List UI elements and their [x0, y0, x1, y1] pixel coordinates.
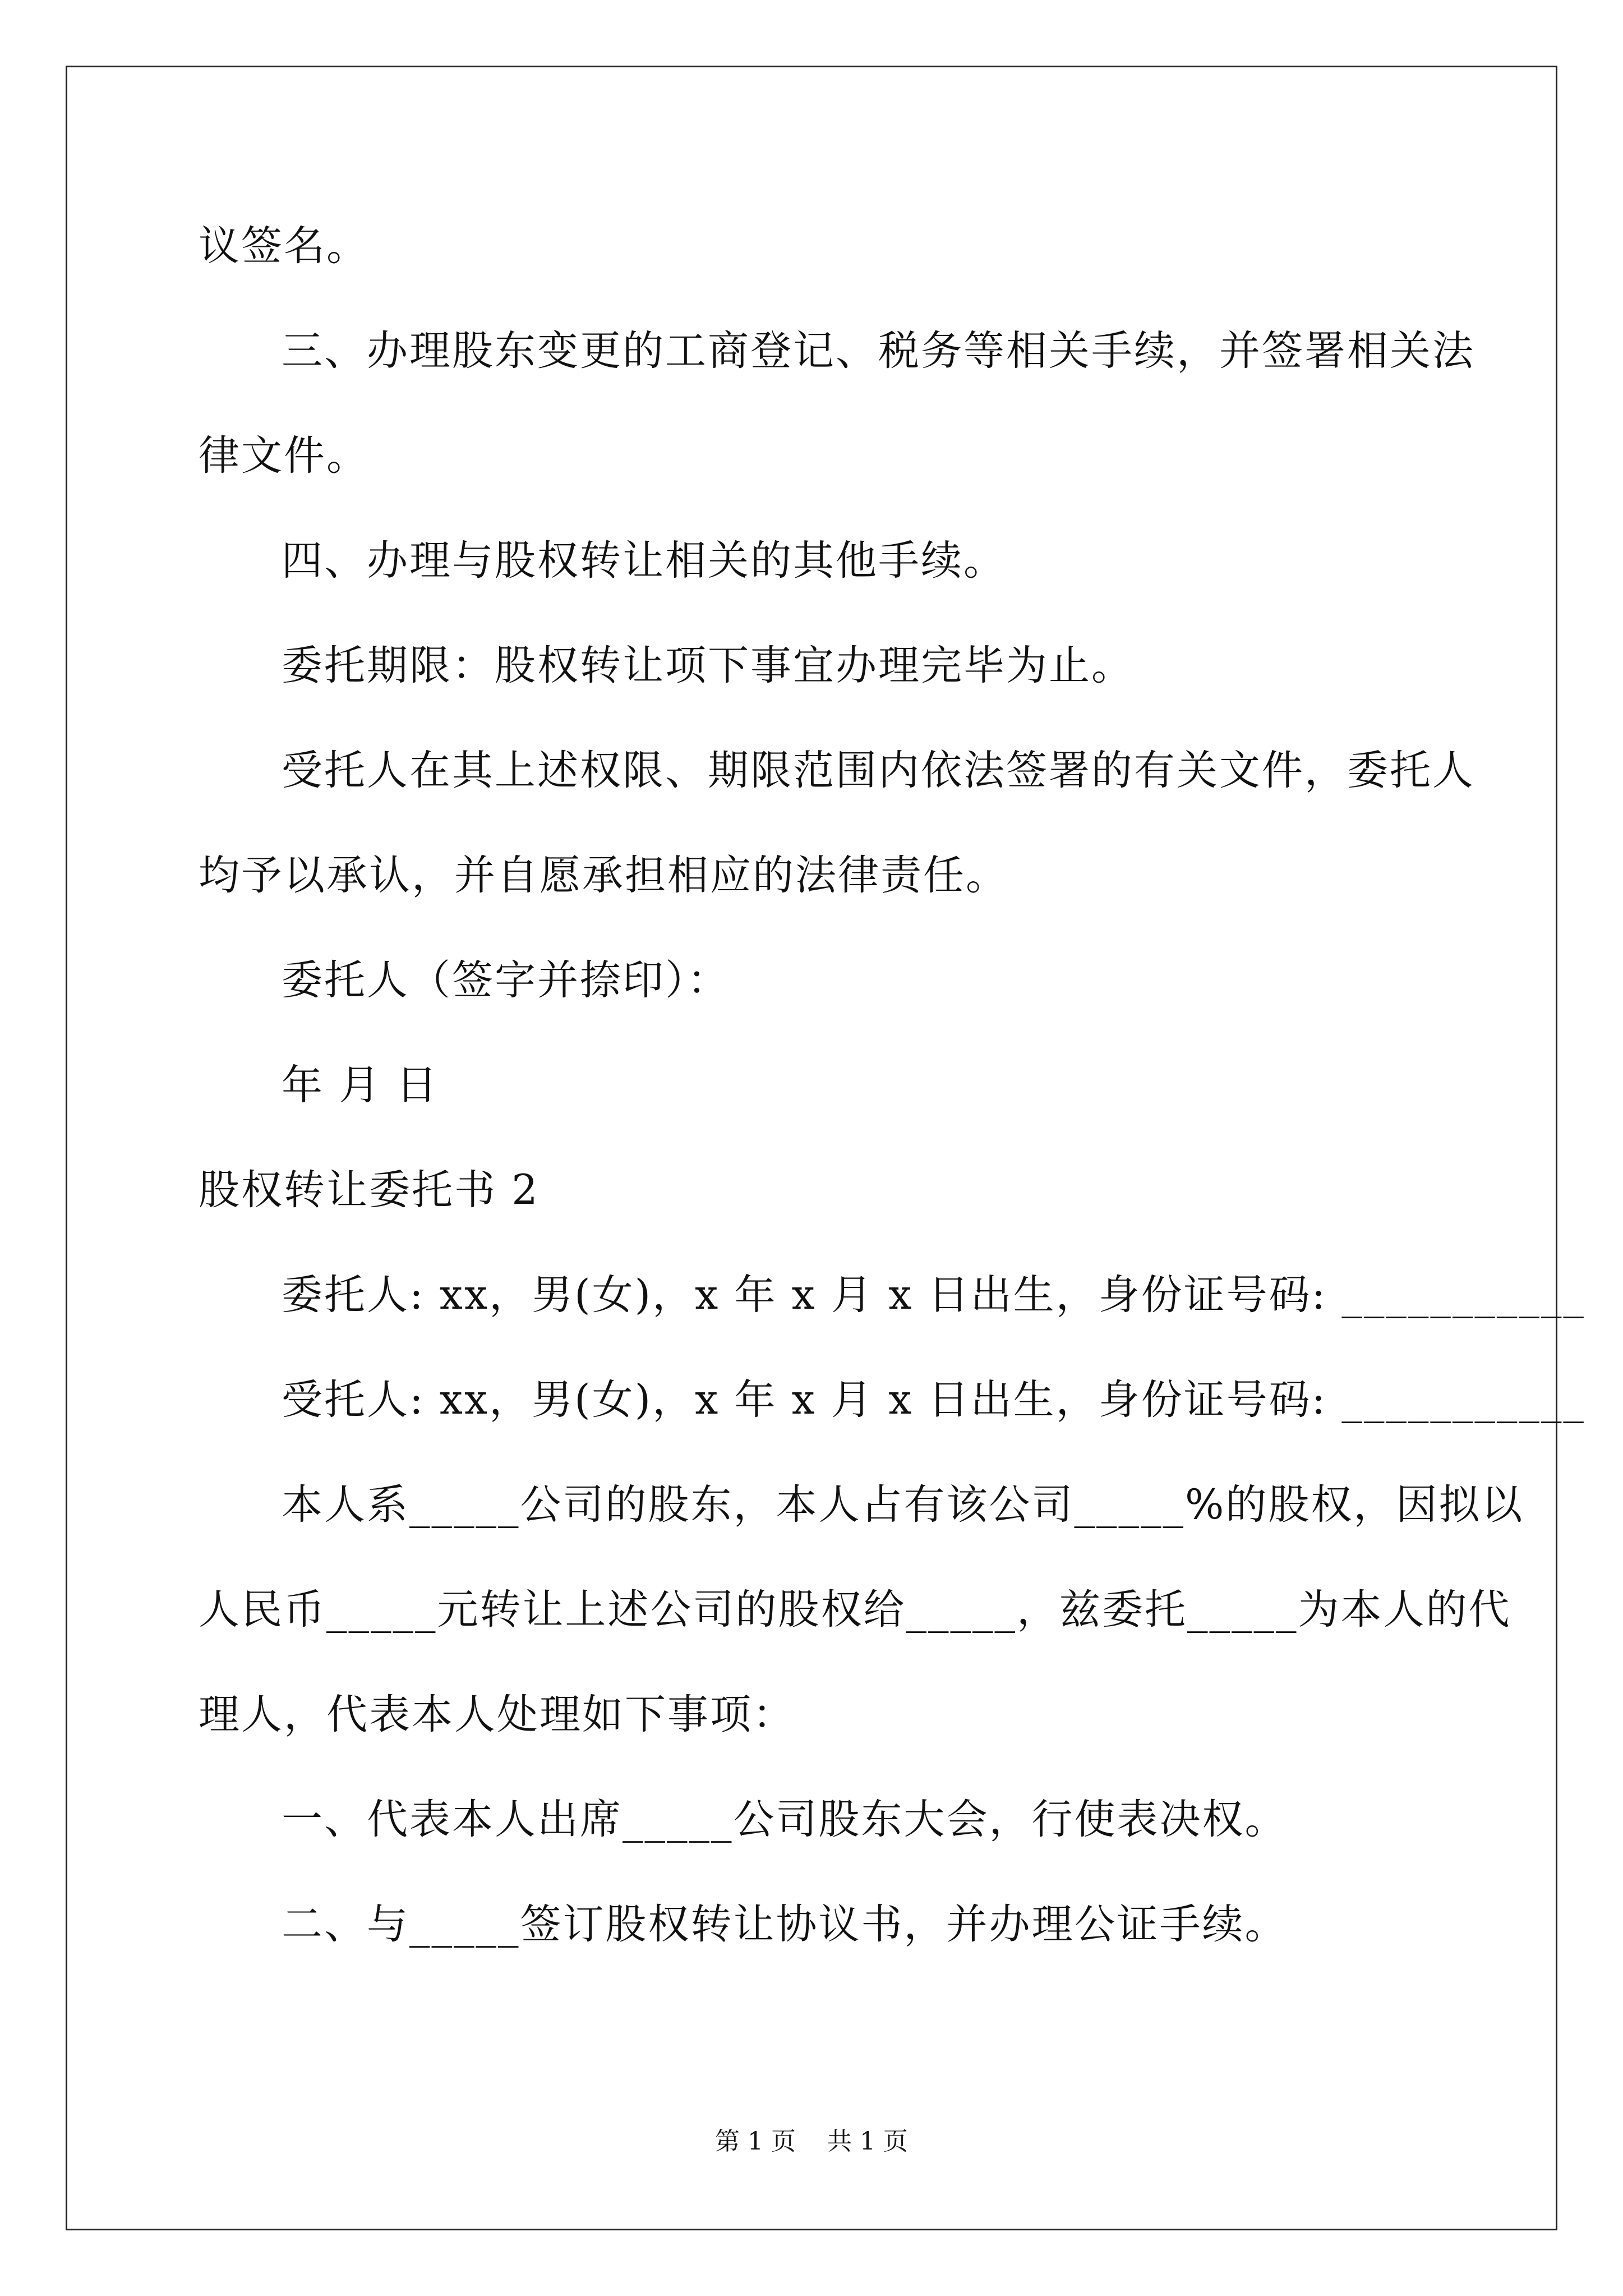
principal-line: 委托人: xx，男(女)，x 年 x 月 x 日出生，身份证号码: ___________	[282, 1271, 1585, 1319]
paragraph: 本人系_____公司的股东，本人占有该公司_____%的股权，因拟以	[282, 1481, 1524, 1529]
paragraph: 均予以承认，并自愿承担相应的法律责任。	[199, 852, 1008, 899]
paragraph: 三、办理股东变更的工商登记、税务等相关手续，并签署相关法	[282, 327, 1475, 375]
signature-line: 委托人（签字并捺印）：	[282, 956, 730, 1004]
paragraph: 受托人在其上述权限、期限范围内依法签署的有关文件，委托人	[282, 747, 1475, 794]
list-item: 二、与_____签订股权转让协议书，并办理公证手续。	[282, 1901, 1288, 1948]
document-body	[199, 194, 1585, 1977]
list-item: 一、代表本人出席_____公司股东大会，行使表决权。	[282, 1796, 1288, 1843]
agent-line: 受托人: xx，男(女)，x 年 x 月 x 日出生，身份证号码: ___________	[282, 1376, 1585, 1424]
paragraph: 委托期限：股权转让项下事宜办理完毕为止。	[282, 642, 1134, 689]
date-line: 年 月 日	[282, 1061, 439, 1109]
paragraph: 议签名。	[199, 222, 369, 270]
section-title: 股权转让委托书 2	[199, 1166, 540, 1214]
paragraph: 人民币_____元转让上述公司的股权给_____，兹委托_____为本人的代	[199, 1586, 1511, 1634]
paragraph: 律文件。	[199, 432, 369, 480]
paragraph: 理人，代表本人处理如下事项：	[199, 1691, 795, 1738]
paragraph: 四、办理与股权转让相关的其他手续。	[282, 537, 1006, 585]
page-number-footer: 第 1 页 共 1 页	[715, 2127, 908, 2156]
